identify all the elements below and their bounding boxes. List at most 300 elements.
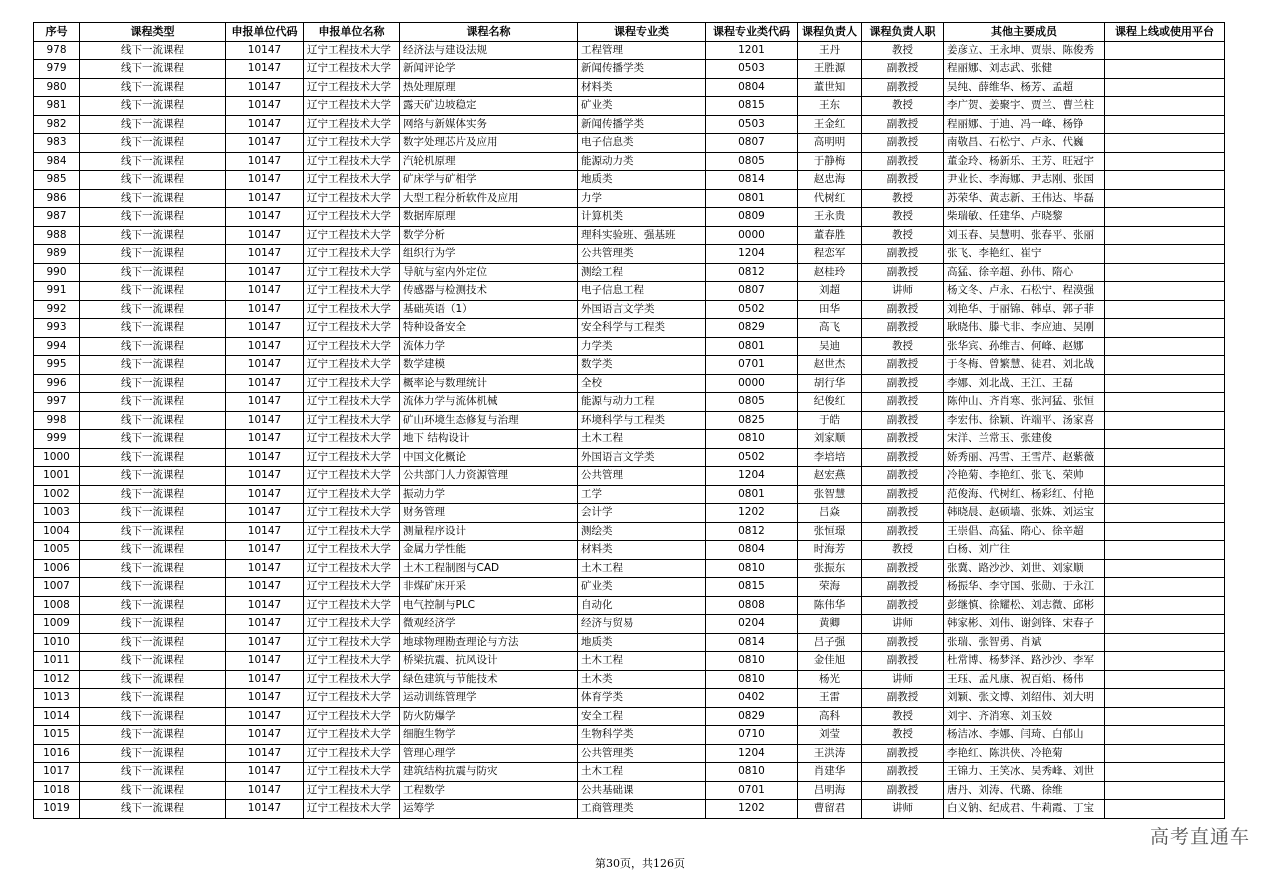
table-cell: 985: [34, 171, 80, 190]
table-cell: 赵忠海: [798, 171, 862, 190]
table-cell: 苏荣华、黄志新、王伟达、毕磊: [944, 189, 1105, 208]
table-cell: 0701: [706, 781, 798, 800]
table-cell: 副教授: [862, 504, 944, 523]
table-cell: 1202: [706, 800, 798, 819]
table-cell: 0809: [706, 208, 798, 227]
table-cell: 0503: [706, 115, 798, 134]
table-cell: 尹业长、李海娜、尹志刚、张国: [944, 171, 1105, 190]
table-cell: 辽宁工程技术大学: [304, 245, 400, 264]
table-cell: 刘超: [798, 282, 862, 301]
table-cell: 会计学: [578, 504, 706, 523]
table-cell: 教授: [862, 208, 944, 227]
table-row: [34, 448, 1225, 467]
table-cell: 0805: [706, 152, 798, 171]
table-cell: 10147: [226, 800, 304, 819]
table-cell: 10147: [226, 615, 304, 634]
table-cell: [1105, 578, 1225, 597]
table-cell: 10147: [226, 467, 304, 486]
table-row: [34, 356, 1225, 375]
table-cell: 公共管理: [578, 467, 706, 486]
table-cell: [1105, 615, 1225, 634]
table-cell: 线下一流课程: [80, 522, 226, 541]
table-cell: [1105, 263, 1225, 282]
table-cell: 1013: [34, 689, 80, 708]
header-cell: 课程专业类: [578, 23, 706, 42]
table-row: [34, 596, 1225, 615]
table-cell: [1105, 171, 1225, 190]
table-cell: 于冬梅、曾繁慧、徒君、刘北战: [944, 356, 1105, 375]
table-cell: 0805: [706, 393, 798, 412]
table-cell: 10147: [226, 226, 304, 245]
table-cell: 南敬昌、石松宁、卢永、代巍: [944, 134, 1105, 153]
table-cell: 李广贺、姜聚宇、贾兰、曹兰柱: [944, 97, 1105, 116]
table-cell: 电气控制与PLC: [400, 596, 578, 615]
table-cell: 10147: [226, 504, 304, 523]
table-cell: 10147: [226, 633, 304, 652]
table-cell: 1204: [706, 744, 798, 763]
table-row: [34, 541, 1225, 560]
table-cell: 教授: [862, 41, 944, 60]
table-cell: 线下一流课程: [80, 60, 226, 79]
table-cell: 杨振华、李守国、张勋、于永江: [944, 578, 1105, 597]
table-cell: 线下一流课程: [80, 319, 226, 338]
table-cell: 0812: [706, 263, 798, 282]
table-cell: 经济法与建设法规: [400, 41, 578, 60]
table-cell: 程恋军: [798, 245, 862, 264]
table-cell: 10147: [226, 596, 304, 615]
table-cell: 杨光: [798, 670, 862, 689]
table-row: [34, 134, 1225, 153]
table-row: [34, 652, 1225, 671]
table-row: [34, 319, 1225, 338]
table-cell: 经济与贸易: [578, 615, 706, 634]
table-cell: 1017: [34, 763, 80, 782]
table-cell: [1105, 300, 1225, 319]
table-cell: 989: [34, 245, 80, 264]
table-cell: 矿山环境生态修复与治理: [400, 411, 578, 430]
table-cell: [1105, 245, 1225, 264]
table-cell: 大型工程分析软件及应用: [400, 189, 578, 208]
table-cell: 10147: [226, 245, 304, 264]
table-cell: 10147: [226, 356, 304, 375]
table-cell: 刘颖、张文博、刘绍伟、刘大明: [944, 689, 1105, 708]
header-cell: 序号: [34, 23, 80, 42]
table-cell: 测量程序设计: [400, 522, 578, 541]
table-row: [34, 781, 1225, 800]
table-cell: 10147: [226, 763, 304, 782]
table-cell: 0204: [706, 615, 798, 634]
table-cell: 1010: [34, 633, 80, 652]
table-cell: 辽宁工程技术大学: [304, 282, 400, 301]
table-cell: 副教授: [862, 430, 944, 449]
table-cell: [1105, 744, 1225, 763]
header-cell: 课程名称: [400, 23, 578, 42]
table-cell: 非煤矿床开采: [400, 578, 578, 597]
table-cell: 辽宁工程技术大学: [304, 726, 400, 745]
table-row: [34, 726, 1225, 745]
table-cell: 金属力学性能: [400, 541, 578, 560]
table-cell: 张冀、路沙沙、刘世、刘家顺: [944, 559, 1105, 578]
table-cell: 电子信息类: [578, 134, 706, 153]
table-cell: 副教授: [862, 152, 944, 171]
header-cell: 课程类型: [80, 23, 226, 42]
table-cell: 副教授: [862, 781, 944, 800]
table-cell: 外国语言文学类: [578, 300, 706, 319]
table-cell: 公共管理类: [578, 245, 706, 264]
table-cell: 1012: [34, 670, 80, 689]
table-cell: 张飞、李艳红、崔宁: [944, 245, 1105, 264]
table-cell: 工商管理类: [578, 800, 706, 819]
table-cell: 0810: [706, 670, 798, 689]
table-cell: [1105, 78, 1225, 97]
table-cell: 副教授: [862, 596, 944, 615]
table-cell: [1105, 541, 1225, 560]
table-cell: 理科实验班、强基班: [578, 226, 706, 245]
table-row: [34, 430, 1225, 449]
table-cell: 辽宁工程技术大学: [304, 337, 400, 356]
table-cell: 线下一流课程: [80, 356, 226, 375]
table-cell: 辽宁工程技术大学: [304, 578, 400, 597]
table-cell: [1105, 374, 1225, 393]
table-cell: 辽宁工程技术大学: [304, 541, 400, 560]
table-cell: [1105, 652, 1225, 671]
table-cell: 10147: [226, 300, 304, 319]
table-cell: 10147: [226, 726, 304, 745]
table-cell: [1105, 393, 1225, 412]
table-row: [34, 393, 1225, 412]
table-cell: 白杨、刘广往: [944, 541, 1105, 560]
table-cell: 辽宁工程技术大学: [304, 559, 400, 578]
table-cell: 线下一流课程: [80, 652, 226, 671]
table-body: [34, 41, 1225, 818]
table-cell: 数据库原理: [400, 208, 578, 227]
table-cell: [1105, 485, 1225, 504]
table-row: [34, 208, 1225, 227]
table-cell: 10147: [226, 578, 304, 597]
table-cell: [1105, 60, 1225, 79]
table-cell: 10147: [226, 115, 304, 134]
table-cell: 0815: [706, 97, 798, 116]
table-cell: 黄卿: [798, 615, 862, 634]
table-row: [34, 226, 1225, 245]
table-cell: 10147: [226, 374, 304, 393]
table-cell: 993: [34, 319, 80, 338]
table-cell: 1009: [34, 615, 80, 634]
table-cell: 线下一流课程: [80, 504, 226, 523]
table-cell: 副教授: [862, 689, 944, 708]
table-cell: 线下一流课程: [80, 596, 226, 615]
table-cell: 981: [34, 97, 80, 116]
table-cell: 10147: [226, 670, 304, 689]
table-cell: 张振东: [798, 559, 862, 578]
table-cell: 1018: [34, 781, 80, 800]
table-cell: 线下一流课程: [80, 41, 226, 60]
table-cell: 彭继慎、徐耀松、刘志微、邱彬: [944, 596, 1105, 615]
table-cell: 李娜、刘北战、王江、王磊: [944, 374, 1105, 393]
table-cell: 地质类: [578, 633, 706, 652]
table-cell: 线下一流课程: [80, 689, 226, 708]
table-cell: 线下一流课程: [80, 448, 226, 467]
table-cell: 辽宁工程技术大学: [304, 300, 400, 319]
table-cell: 王锦力、王笑冰、吴秀峰、刘世: [944, 763, 1105, 782]
table-cell: 数学类: [578, 356, 706, 375]
table-cell: 公共管理类: [578, 744, 706, 763]
table-cell: 995: [34, 356, 80, 375]
table-cell: 线下一流课程: [80, 245, 226, 264]
table-cell: 辽宁工程技术大学: [304, 356, 400, 375]
table-cell: 曹留君: [798, 800, 862, 819]
table-cell: 线下一流课程: [80, 541, 226, 560]
table-cell: 李宏伟、徐颖、许端平、汤家喜: [944, 411, 1105, 430]
table-row: [34, 60, 1225, 79]
table-cell: 防火防爆学: [400, 707, 578, 726]
table-cell: 副教授: [862, 522, 944, 541]
table-cell: 线下一流课程: [80, 171, 226, 190]
table-cell: 教授: [862, 189, 944, 208]
table-cell: 高明明: [798, 134, 862, 153]
table-cell: 讲师: [862, 800, 944, 819]
table-cell: 材料类: [578, 78, 706, 97]
table-cell: 自动化: [578, 596, 706, 615]
table-cell: 运筹学: [400, 800, 578, 819]
table-row: [34, 763, 1225, 782]
table-cell: 副教授: [862, 245, 944, 264]
table-cell: 讲师: [862, 282, 944, 301]
table-cell: 讲师: [862, 670, 944, 689]
table-cell: [1105, 41, 1225, 60]
table-cell: 网络与新媒体实务: [400, 115, 578, 134]
table-cell: 外国语言文学类: [578, 448, 706, 467]
table-cell: 998: [34, 411, 80, 430]
table-cell: 土木工程: [578, 559, 706, 578]
table-cell: 1015: [34, 726, 80, 745]
table-cell: 特种设备安全: [400, 319, 578, 338]
table-cell: 计算机类: [578, 208, 706, 227]
table-row: [34, 633, 1225, 652]
table-cell: 副教授: [862, 319, 944, 338]
table-cell: 赵世杰: [798, 356, 862, 375]
table-cell: 副教授: [862, 559, 944, 578]
table-cell: 李艳红、陈洪侠、冷艳菊: [944, 744, 1105, 763]
table-cell: 10147: [226, 41, 304, 60]
table-cell: 10147: [226, 448, 304, 467]
table-row: [34, 707, 1225, 726]
table-row: [34, 189, 1225, 208]
course-table: [33, 22, 1225, 819]
table-cell: 王雷: [798, 689, 862, 708]
table-cell: 980: [34, 78, 80, 97]
table-cell: 公共部门人力资源管理: [400, 467, 578, 486]
table-cell: 李培培: [798, 448, 862, 467]
table-cell: [1105, 800, 1225, 819]
table-cell: 986: [34, 189, 80, 208]
table-cell: 990: [34, 263, 80, 282]
table-row: [34, 282, 1225, 301]
table-cell: 吴迪: [798, 337, 862, 356]
table-cell: 线下一流课程: [80, 152, 226, 171]
table-cell: 10147: [226, 541, 304, 560]
table-cell: 细胞生物学: [400, 726, 578, 745]
table-cell: [1105, 356, 1225, 375]
table-cell: 数学建模: [400, 356, 578, 375]
table-cell: 0804: [706, 78, 798, 97]
table-cell: 耿晓伟、滕弋非、李应迪、吴刚: [944, 319, 1105, 338]
table-cell: 0810: [706, 430, 798, 449]
table-cell: [1105, 504, 1225, 523]
table-row: [34, 115, 1225, 134]
table-cell: 992: [34, 300, 80, 319]
table-cell: 0804: [706, 541, 798, 560]
table-cell: 线下一流课程: [80, 485, 226, 504]
table-cell: 建筑结构抗震与防灾: [400, 763, 578, 782]
table-cell: 张智慧: [798, 485, 862, 504]
table-cell: 代树红: [798, 189, 862, 208]
table-cell: 田华: [798, 300, 862, 319]
table-cell: 韩家彬、刘伟、谢剑锋、宋春子: [944, 615, 1105, 634]
table-cell: 线下一流课程: [80, 374, 226, 393]
table-cell: 10147: [226, 282, 304, 301]
table-cell: 副教授: [862, 411, 944, 430]
table-cell: 辽宁工程技术大学: [304, 115, 400, 134]
table-cell: 新闻传播学类: [578, 60, 706, 79]
table-cell: 刘艳华、于丽锦、韩卓、郭子菲: [944, 300, 1105, 319]
header-row: [34, 23, 1225, 42]
table-cell: 副教授: [862, 763, 944, 782]
table-cell: 教授: [862, 707, 944, 726]
table-cell: 0801: [706, 337, 798, 356]
table-cell: 管理心理学: [400, 744, 578, 763]
table-cell: 力学: [578, 189, 706, 208]
table-cell: 10147: [226, 78, 304, 97]
table-cell: 辽宁工程技术大学: [304, 263, 400, 282]
table-cell: 能源与动力工程: [578, 393, 706, 412]
table-cell: 赵桂玲: [798, 263, 862, 282]
table-cell: [1105, 689, 1225, 708]
table-cell: 0000: [706, 374, 798, 393]
table-cell: 辽宁工程技术大学: [304, 670, 400, 689]
table-cell: 0815: [706, 578, 798, 597]
table-cell: 辽宁工程技术大学: [304, 744, 400, 763]
table-cell: 1014: [34, 707, 80, 726]
table-row: [34, 171, 1225, 190]
table-cell: 流体力学与流体机械: [400, 393, 578, 412]
table-cell: 线下一流课程: [80, 726, 226, 745]
table-cell: 程丽娜、刘志武、张健: [944, 60, 1105, 79]
table-cell: [1105, 337, 1225, 356]
table-cell: 材料类: [578, 541, 706, 560]
table-cell: 吕明海: [798, 781, 862, 800]
table-cell: 线下一流课程: [80, 781, 226, 800]
table-cell: [1105, 670, 1225, 689]
table-cell: 微观经济学: [400, 615, 578, 634]
table-cell: 副教授: [862, 393, 944, 412]
table-cell: 辽宁工程技术大学: [304, 800, 400, 819]
table-cell: 线下一流课程: [80, 300, 226, 319]
table-cell: 振动力学: [400, 485, 578, 504]
table-cell: 测绘工程: [578, 263, 706, 282]
table-cell: 陈仲山、齐肖寒、张河猛、张恒: [944, 393, 1105, 412]
table-cell: 线下一流课程: [80, 282, 226, 301]
table-cell: 辽宁工程技术大学: [304, 763, 400, 782]
table-cell: 1002: [34, 485, 80, 504]
table-cell: 线下一流课程: [80, 115, 226, 134]
table-cell: 王金红: [798, 115, 862, 134]
table-cell: 副教授: [862, 744, 944, 763]
table-cell: [1105, 97, 1225, 116]
table-cell: 荣海: [798, 578, 862, 597]
table-cell: 矿业类: [578, 97, 706, 116]
table-cell: 10147: [226, 171, 304, 190]
table-cell: 新闻传播学类: [578, 115, 706, 134]
header-cell: 课程上线或使用平台: [1105, 23, 1225, 42]
table-cell: 辽宁工程技术大学: [304, 189, 400, 208]
table-cell: 辽宁工程技术大学: [304, 504, 400, 523]
table-cell: [1105, 411, 1225, 430]
table-cell: 副教授: [862, 134, 944, 153]
table-cell: 983: [34, 134, 80, 153]
table-cell: 10147: [226, 707, 304, 726]
table-cell: 10147: [226, 485, 304, 504]
table-cell: 996: [34, 374, 80, 393]
table-cell: 线下一流课程: [80, 430, 226, 449]
table-cell: 1007: [34, 578, 80, 597]
table-cell: [1105, 115, 1225, 134]
table-cell: 辽宁工程技术大学: [304, 522, 400, 541]
table-cell: 10147: [226, 559, 304, 578]
table-cell: 唐丹、刘涛、代璐、徐维: [944, 781, 1105, 800]
table-cell: 基础英语（1）: [400, 300, 578, 319]
table-cell: 1004: [34, 522, 80, 541]
table-cell: 10147: [226, 60, 304, 79]
table-cell: 副教授: [862, 467, 944, 486]
table-cell: 0810: [706, 652, 798, 671]
table-cell: 线下一流课程: [80, 578, 226, 597]
table-cell: 吕子强: [798, 633, 862, 652]
table-cell: 辽宁工程技术大学: [304, 374, 400, 393]
table-cell: 王丹: [798, 41, 862, 60]
table-cell: 教授: [862, 541, 944, 560]
table-cell: 0402: [706, 689, 798, 708]
table-cell: 0808: [706, 596, 798, 615]
table-row: [34, 337, 1225, 356]
table-cell: 组织行为学: [400, 245, 578, 264]
table-cell: 董春胜: [798, 226, 862, 245]
table-cell: [1105, 226, 1225, 245]
table-cell: 地质类: [578, 171, 706, 190]
table-cell: 环境科学与工程类: [578, 411, 706, 430]
table-cell: 线下一流课程: [80, 411, 226, 430]
table-row: [34, 800, 1225, 819]
table-cell: 辽宁工程技术大学: [304, 171, 400, 190]
table-cell: 10147: [226, 337, 304, 356]
table-row: [34, 152, 1225, 171]
header-cell: 申报单位名称: [304, 23, 400, 42]
table-cell: 线下一流课程: [80, 337, 226, 356]
table-row: [34, 263, 1225, 282]
table-cell: [1105, 467, 1225, 486]
table-cell: 辽宁工程技术大学: [304, 41, 400, 60]
table-cell: [1105, 152, 1225, 171]
table-cell: 辽宁工程技术大学: [304, 226, 400, 245]
table-cell: 王永贵: [798, 208, 862, 227]
table-cell: 辽宁工程技术大学: [304, 97, 400, 116]
table-cell: 0812: [706, 522, 798, 541]
table-cell: 辽宁工程技术大学: [304, 485, 400, 504]
table-cell: 10147: [226, 744, 304, 763]
header-cell: 申报单位代码: [226, 23, 304, 42]
table-cell: [1105, 522, 1225, 541]
course-table-container: [33, 22, 1224, 819]
